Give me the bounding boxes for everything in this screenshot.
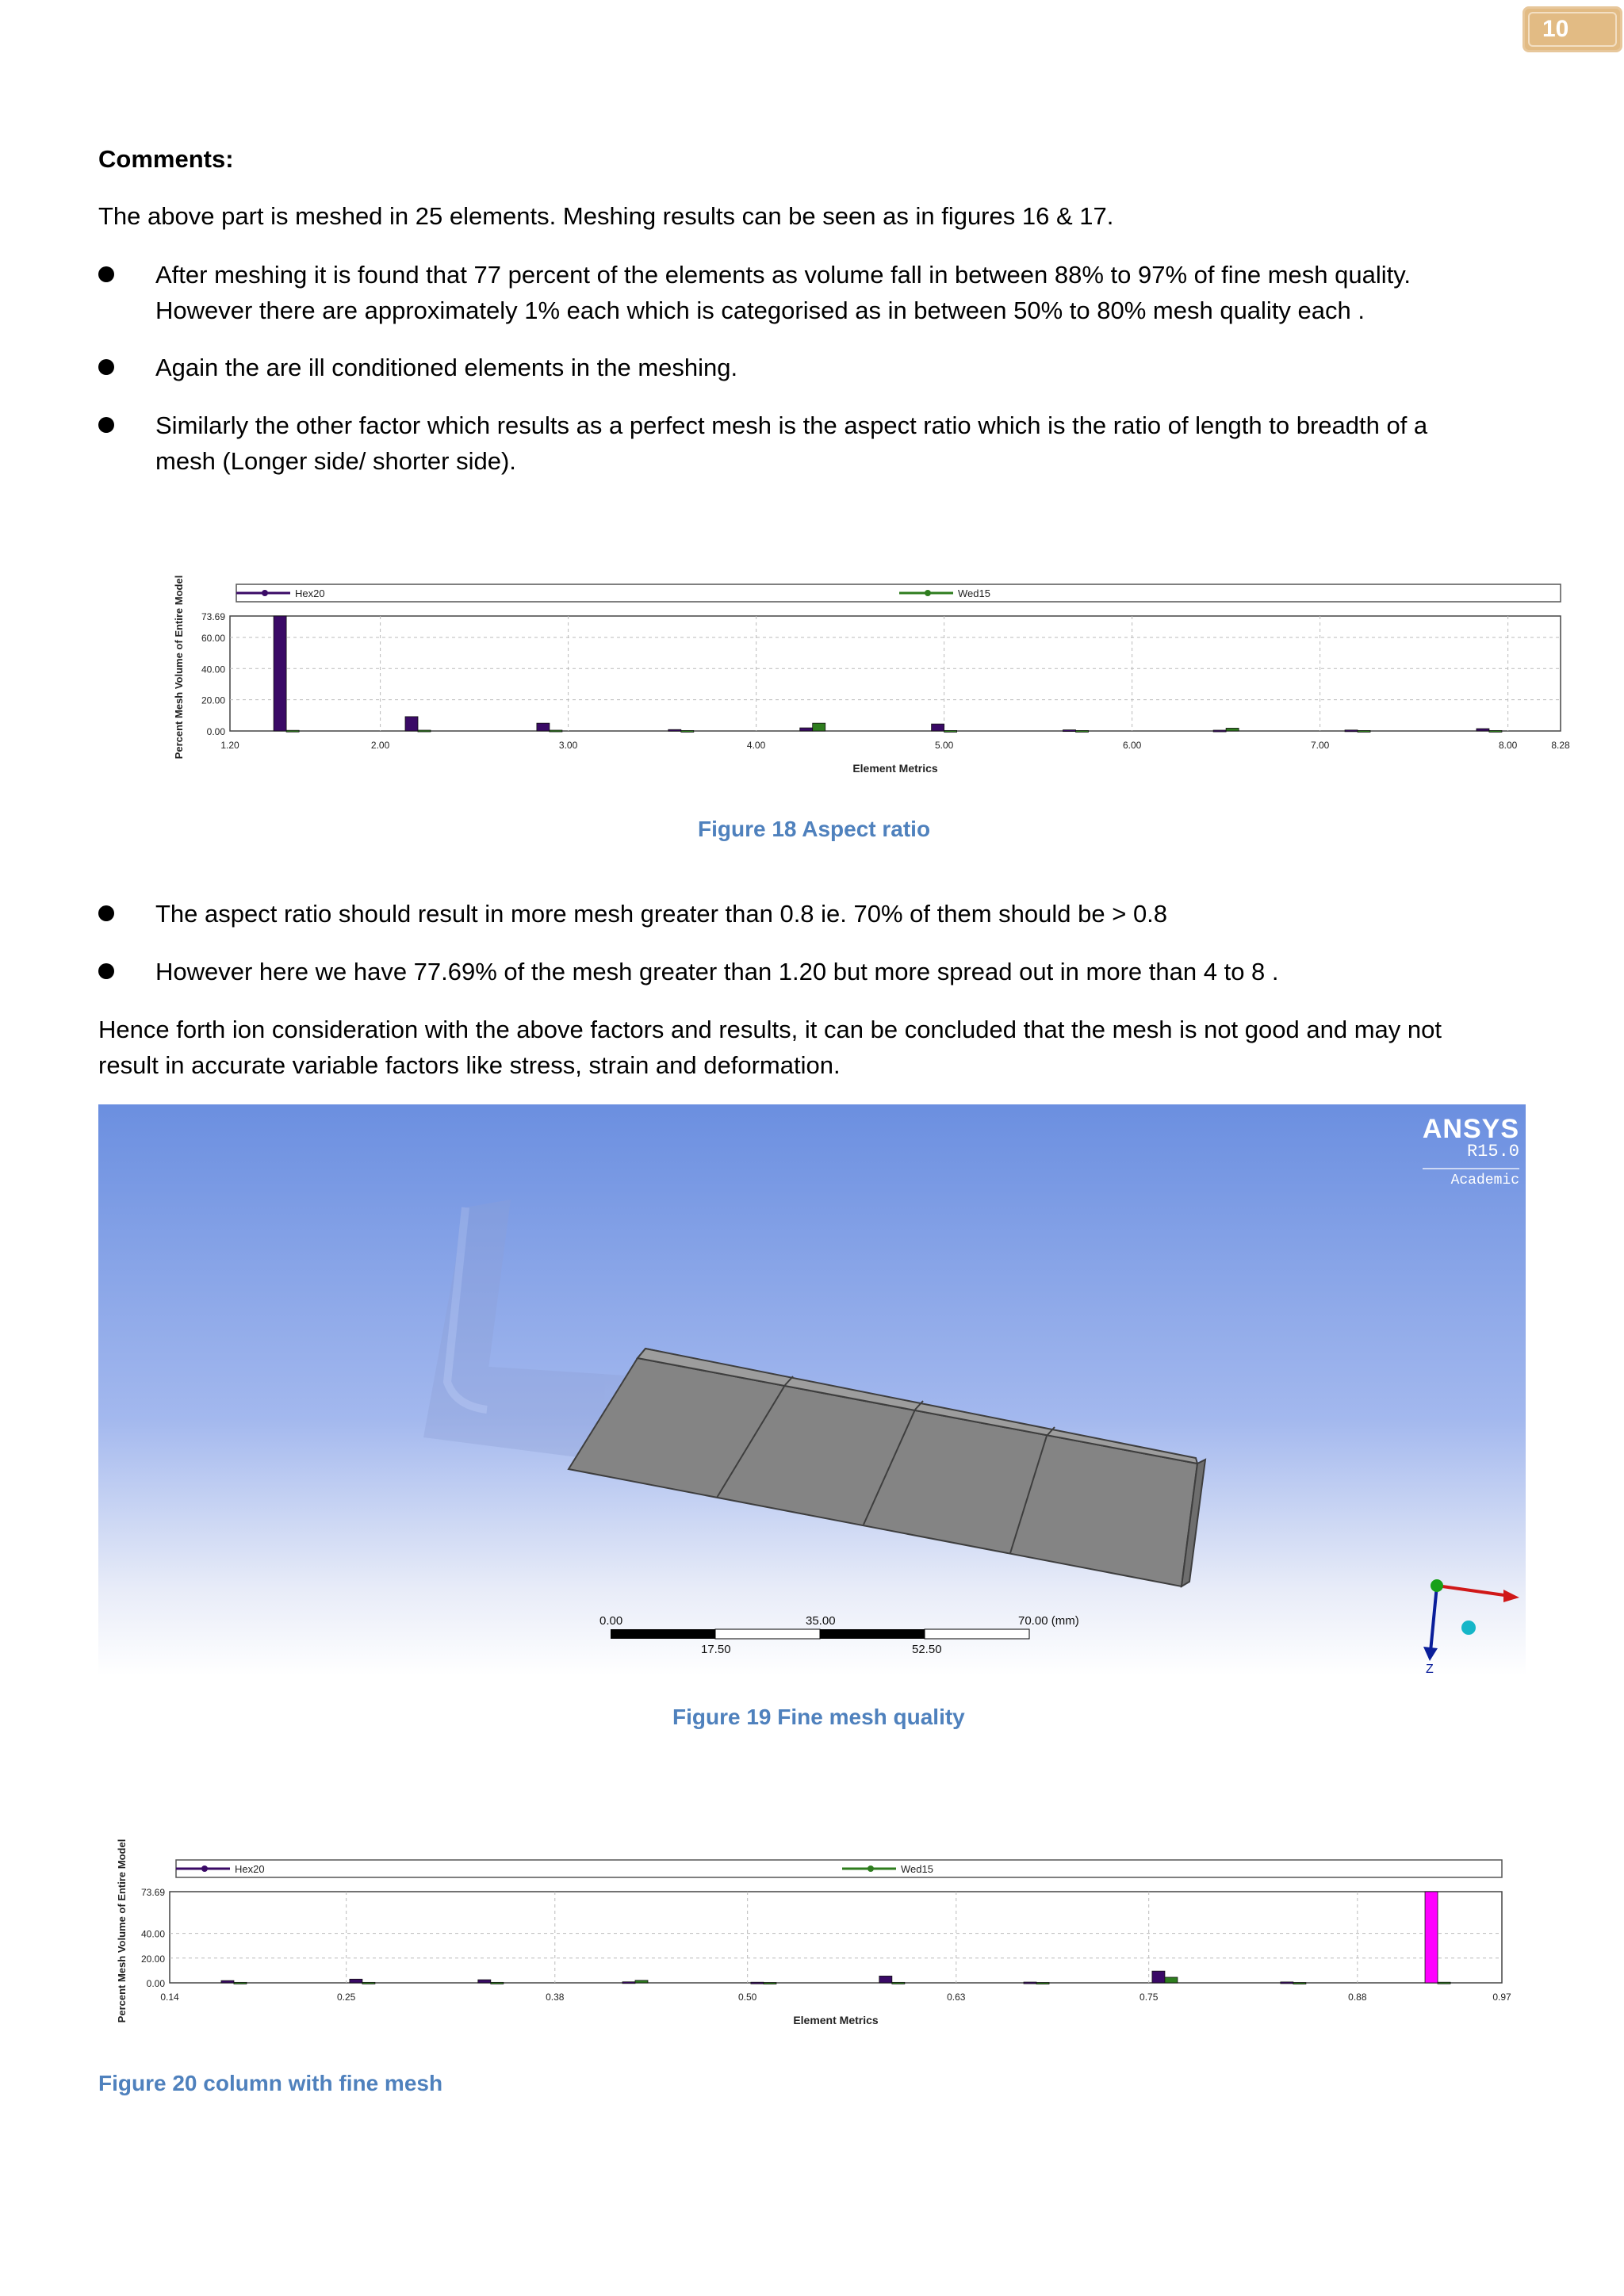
bar-wed15 <box>1226 728 1239 731</box>
bar-hex20 <box>1345 730 1358 732</box>
x-axis-label: Element Metrics <box>793 2014 879 2026</box>
bar-hex20 <box>1152 1971 1165 1983</box>
bar-wed15 <box>418 730 431 732</box>
bullet-item <box>98 896 1494 932</box>
x-tick-label: 7.00 <box>1310 740 1330 751</box>
bullet-item <box>98 257 1494 328</box>
y-axis-label: Percent Mesh Volume of Entire Model <box>116 1839 128 2023</box>
ansys-name: ANSYS <box>1422 1114 1519 1144</box>
bar-hex20 <box>932 724 944 731</box>
bullet-text: Again the are ill conditioned elements in the meshing. <box>155 354 738 381</box>
bar-wed15 <box>681 730 694 732</box>
x-tick-label: 3.00 <box>558 740 578 751</box>
legend-box <box>176 1860 1502 1877</box>
page-number-badge <box>1522 6 1622 52</box>
bar-hex20 <box>879 1976 892 1983</box>
scale-bar <box>599 1614 1079 1656</box>
x-tick-label: 4.00 <box>746 740 766 751</box>
intro-paragraph: The above part is meshed in 25 elements. Meshing results can be seen as in figures 16 & 17. <box>98 202 1114 230</box>
ansys-version: R15.0 <box>1466 1142 1519 1161</box>
model-viewport[interactable] <box>98 1104 1526 1675</box>
bullet-text: After meshing it is found that 77 percent of the elements as volume fall in between 88% to 97% of fine mesh quality. However there are approximately 1% each which is categorised as in between 50% to 80% mesh quality each . <box>155 261 1411 324</box>
scale-label: 52.50 <box>912 1643 942 1656</box>
model-canvas <box>98 1104 1526 1675</box>
bar-hex20 <box>1281 1982 1293 1984</box>
aspect-ratio-chart <box>167 567 1586 789</box>
x-tick-label: 8.00 <box>1498 740 1518 751</box>
bar-hex20 <box>751 1982 764 1984</box>
bar-wed15 <box>286 730 299 732</box>
meshed-part <box>569 1349 1205 1586</box>
fine-mesh-chart <box>109 1823 1537 2047</box>
x-tick-label: 0.88 <box>1348 1992 1367 2003</box>
bullet-dot-icon <box>98 963 114 979</box>
bar-hex20 <box>1063 730 1076 732</box>
bar-wed15 <box>550 730 562 732</box>
bullet-dot-icon <box>98 417 114 433</box>
axis-triad-icon <box>1423 1579 1519 1675</box>
bar-hex20 <box>274 616 286 731</box>
page-number: 10 <box>1542 16 1569 42</box>
bar-wed15 <box>1489 730 1502 732</box>
bullet-text: The aspect ratio should result in more mesh greater than 0.8 ie. 70% of them should be > 0.8 <box>155 900 1168 928</box>
bullet-text: However here we have 77.69% of the mesh greater than 1.20 but more spread out in more than 4 to 8 . <box>155 958 1279 985</box>
y-tick-label: 60.00 <box>201 632 225 644</box>
legend-box <box>236 584 1561 602</box>
bar-wed15 <box>491 1982 504 1984</box>
bar-hex20 <box>1425 1892 1438 1983</box>
triad-z-label: Z <box>1426 1663 1434 1675</box>
x-tick-label: 1.20 <box>220 740 239 751</box>
y-tick-label: 0.00 <box>206 726 225 737</box>
bar-hex20 <box>350 1979 362 1983</box>
bar-hex20 <box>405 717 418 731</box>
y-tick-label: 20.00 <box>201 695 225 706</box>
x-tick-label: 0.63 <box>947 1992 966 2003</box>
bar-wed15 <box>234 1982 247 1984</box>
figure-19-caption: Figure 19 Fine mesh quality <box>672 1705 965 1729</box>
bar-wed15 <box>892 1982 905 1984</box>
plot-area <box>230 616 1561 731</box>
scale-label: 70.00 (mm) <box>1018 1614 1079 1628</box>
y-tick-label: 40.00 <box>201 664 225 675</box>
bar-hex20 <box>622 1982 635 1984</box>
bar-hex20 <box>800 728 813 731</box>
conclusion-paragraph: Hence forth ion consideration with the above factors and results, it can be concluded that the mesh is not good and may not result in accurate variable factors like stress, strain and deformation. <box>98 1016 1442 1079</box>
bar-hex20 <box>668 729 681 731</box>
legend-label: Hex20 <box>235 1863 265 1875</box>
bar-hex20 <box>221 1980 234 1983</box>
legend-label: Wed15 <box>958 587 990 599</box>
bar-hex20 <box>478 1980 491 1983</box>
bar-hex20 <box>537 723 550 731</box>
y-tick-label: 40.00 <box>140 1928 165 1940</box>
bar-wed15 <box>635 1980 648 1983</box>
comments-heading: Comments: <box>98 145 234 173</box>
bar-hex20 <box>1477 729 1489 731</box>
x-tick-label: 0.14 <box>160 1992 179 2003</box>
x-tick-label: 0.75 <box>1139 1992 1159 2003</box>
ansys-logo <box>1423 1114 1519 1188</box>
y-tick-label: 73.69 <box>140 1887 165 1898</box>
legend-label: Wed15 <box>901 1863 933 1875</box>
bar-wed15 <box>1076 730 1089 732</box>
x-tick-label: 8.28 <box>1551 740 1570 751</box>
figure-18-caption: Figure 18 Aspect ratio <box>698 817 931 841</box>
x-tick-label: 0.97 <box>1492 1992 1511 2003</box>
ansys-edition: Academic <box>1423 1168 1519 1188</box>
bullet-text: Similarly the other factor which results as a perfect mesh is the aspect ratio which is the ratio of length to breadth of a mesh (Longer side/ shorter side). <box>155 411 1428 475</box>
bar-wed15 <box>944 730 957 732</box>
y-tick-label: 73.69 <box>201 611 225 622</box>
bar-hex20 <box>1024 1982 1036 1984</box>
x-tick-label: 2.00 <box>370 740 390 751</box>
legend-marker-hex20 <box>201 1866 208 1872</box>
bar-wed15 <box>813 723 825 731</box>
bar-wed15 <box>1165 1977 1178 1983</box>
plot-area <box>170 1892 1502 1983</box>
bullet-item <box>98 408 1494 479</box>
bullet-item <box>98 954 1494 989</box>
bullet-dot-icon <box>98 905 114 921</box>
legend-marker-wed15 <box>925 590 931 596</box>
y-tick-label: 20.00 <box>140 1953 165 1965</box>
legend-label: Hex20 <box>295 587 325 599</box>
bullet-dot-icon <box>98 359 114 375</box>
bar-wed15 <box>362 1982 375 1984</box>
scale-label: 0.00 <box>599 1614 623 1628</box>
scale-label: 35.00 <box>806 1614 836 1628</box>
y-tick-label: 0.00 <box>146 1978 165 1989</box>
bar-wed15 <box>1036 1983 1049 1984</box>
bar-hex20 <box>1213 730 1226 732</box>
x-axis-label: Element Metrics <box>852 762 938 775</box>
bullet-dot-icon <box>98 266 114 282</box>
bar-wed15 <box>1438 1982 1450 1984</box>
x-tick-label: 0.25 <box>336 1992 356 2003</box>
legend-marker-wed15 <box>868 1866 874 1872</box>
x-tick-label: 0.38 <box>546 1992 565 2003</box>
bar-wed15 <box>1358 730 1370 732</box>
x-tick-label: 0.50 <box>737 1992 757 2003</box>
scale-label: 17.50 <box>701 1643 731 1656</box>
bar-wed15 <box>764 1983 776 1984</box>
y-axis-label: Percent Mesh Volume of Entire Model <box>173 575 185 760</box>
bullet-item <box>98 350 1494 385</box>
x-tick-label: 5.00 <box>934 740 954 751</box>
legend-marker-hex20 <box>262 590 268 596</box>
bar-wed15 <box>1293 1983 1306 1984</box>
figure-20-caption: Figure 20 column with fine mesh <box>98 2071 443 2095</box>
x-tick-label: 6.00 <box>1122 740 1142 751</box>
